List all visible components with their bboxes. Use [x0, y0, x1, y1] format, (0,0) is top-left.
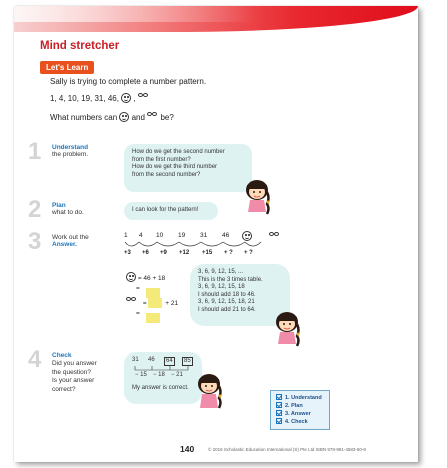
step-1-label: Understand the problem.: [52, 144, 89, 158]
step-number-1: 1: [28, 138, 42, 165]
page-title: Mind stretcher: [40, 40, 120, 52]
step-number-3: 3: [28, 228, 42, 255]
step-3-label: Work out the Answer.: [52, 234, 89, 248]
speech-bubble-3: 3, 6, 9, 12, 15, ... This is the 3 times table. 3, 6, 9, 12, 15, 18 I should add 18 to 46. 3, 6, 9, 12, 15, 18, 21 I should add 21 to 64.: [190, 264, 290, 326]
girl-illustration: [242, 178, 274, 218]
girl-illustration: [272, 310, 304, 350]
speech-bubble-1: How do we get the second number from the first number? How do we get the third number from the second number?: [124, 144, 252, 192]
checklist-box: 1. Understand 2. Plan 3. Answer 4. Check: [270, 390, 330, 430]
smiley-icon: [126, 272, 136, 282]
step-number-4: 4: [28, 346, 42, 373]
speech-bubble-2: I can look for the pattern!: [124, 202, 218, 220]
girl-illustration: [194, 372, 226, 416]
intro-question: What numbers can and be?: [50, 113, 174, 122]
intro-sequence: 1, 4, 10, 19, 31, 46, ,: [50, 93, 149, 104]
bee-icon: [138, 93, 149, 102]
bee-icon: [147, 112, 158, 121]
check-bubble: 31 46 64 85 − 15 − 18 − 21 My answer is correct.: [124, 352, 202, 404]
checkbox-icon: [276, 418, 282, 424]
pattern-sequence: 1 4 10 19 31 46: [124, 232, 264, 243]
checkbox-icon: [276, 410, 282, 416]
step-number-2: 2: [28, 196, 42, 223]
page-number: 140: [180, 444, 195, 454]
smiley-icon: [119, 112, 129, 122]
checkbox-icon: [276, 402, 282, 408]
bee-icon: [126, 297, 137, 306]
copyright-line: © 2016 Scholastic Education International (S) Pte Ltd ISBN 978-981-4583-60-9: [208, 447, 366, 452]
smiley-icon: [121, 93, 131, 103]
intro-text: Sally is trying to complete a number pattern.: [50, 77, 207, 86]
step-4-label: Check Did you answer the question? Is your answer correct?: [52, 352, 97, 393]
workbook-page: Mind stretcher Let's Learn Sally is trying to complete a number pattern. 1, 4, 10, 19, 31, 46, , What numbers can and be? 1 Understand the problem. How do we get the second number from the first number? How do we get the third number from the second number? 2 Plan what to do. I can look for the pattern! 3 Work out the Answer. 1 4 10 19 31 46 +3 +6 +9 +12 +15 + ? + ? = 46 + 18 = = + 21 = 3, 6, 9, 12, 15, ... This is the 3 times table. 3, 6, 9, 12, 15, 18 I should add 18 to 46. 3, 6, 9, 12, 15, 18, 21 I should add 21 to 64. 4 Check Did you answer the question? Is your answer correct? 31 46 64 85 − 15 − 18 − 21 My answer is correct. 1. Understand 2. Plan 3. Answer 4. Check 140 © 2016 Scholastic Education International (S) Pte Ltd ISBN 978-981-4583-60-9: [14, 6, 418, 462]
equation-1: = 46 + 18: [126, 272, 165, 283]
section-tag: Let's Learn: [40, 61, 94, 74]
checkbox-icon: [276, 394, 282, 400]
step-2-label: Plan what to do.: [52, 202, 84, 216]
equation-2: = + 21: [126, 297, 178, 308]
